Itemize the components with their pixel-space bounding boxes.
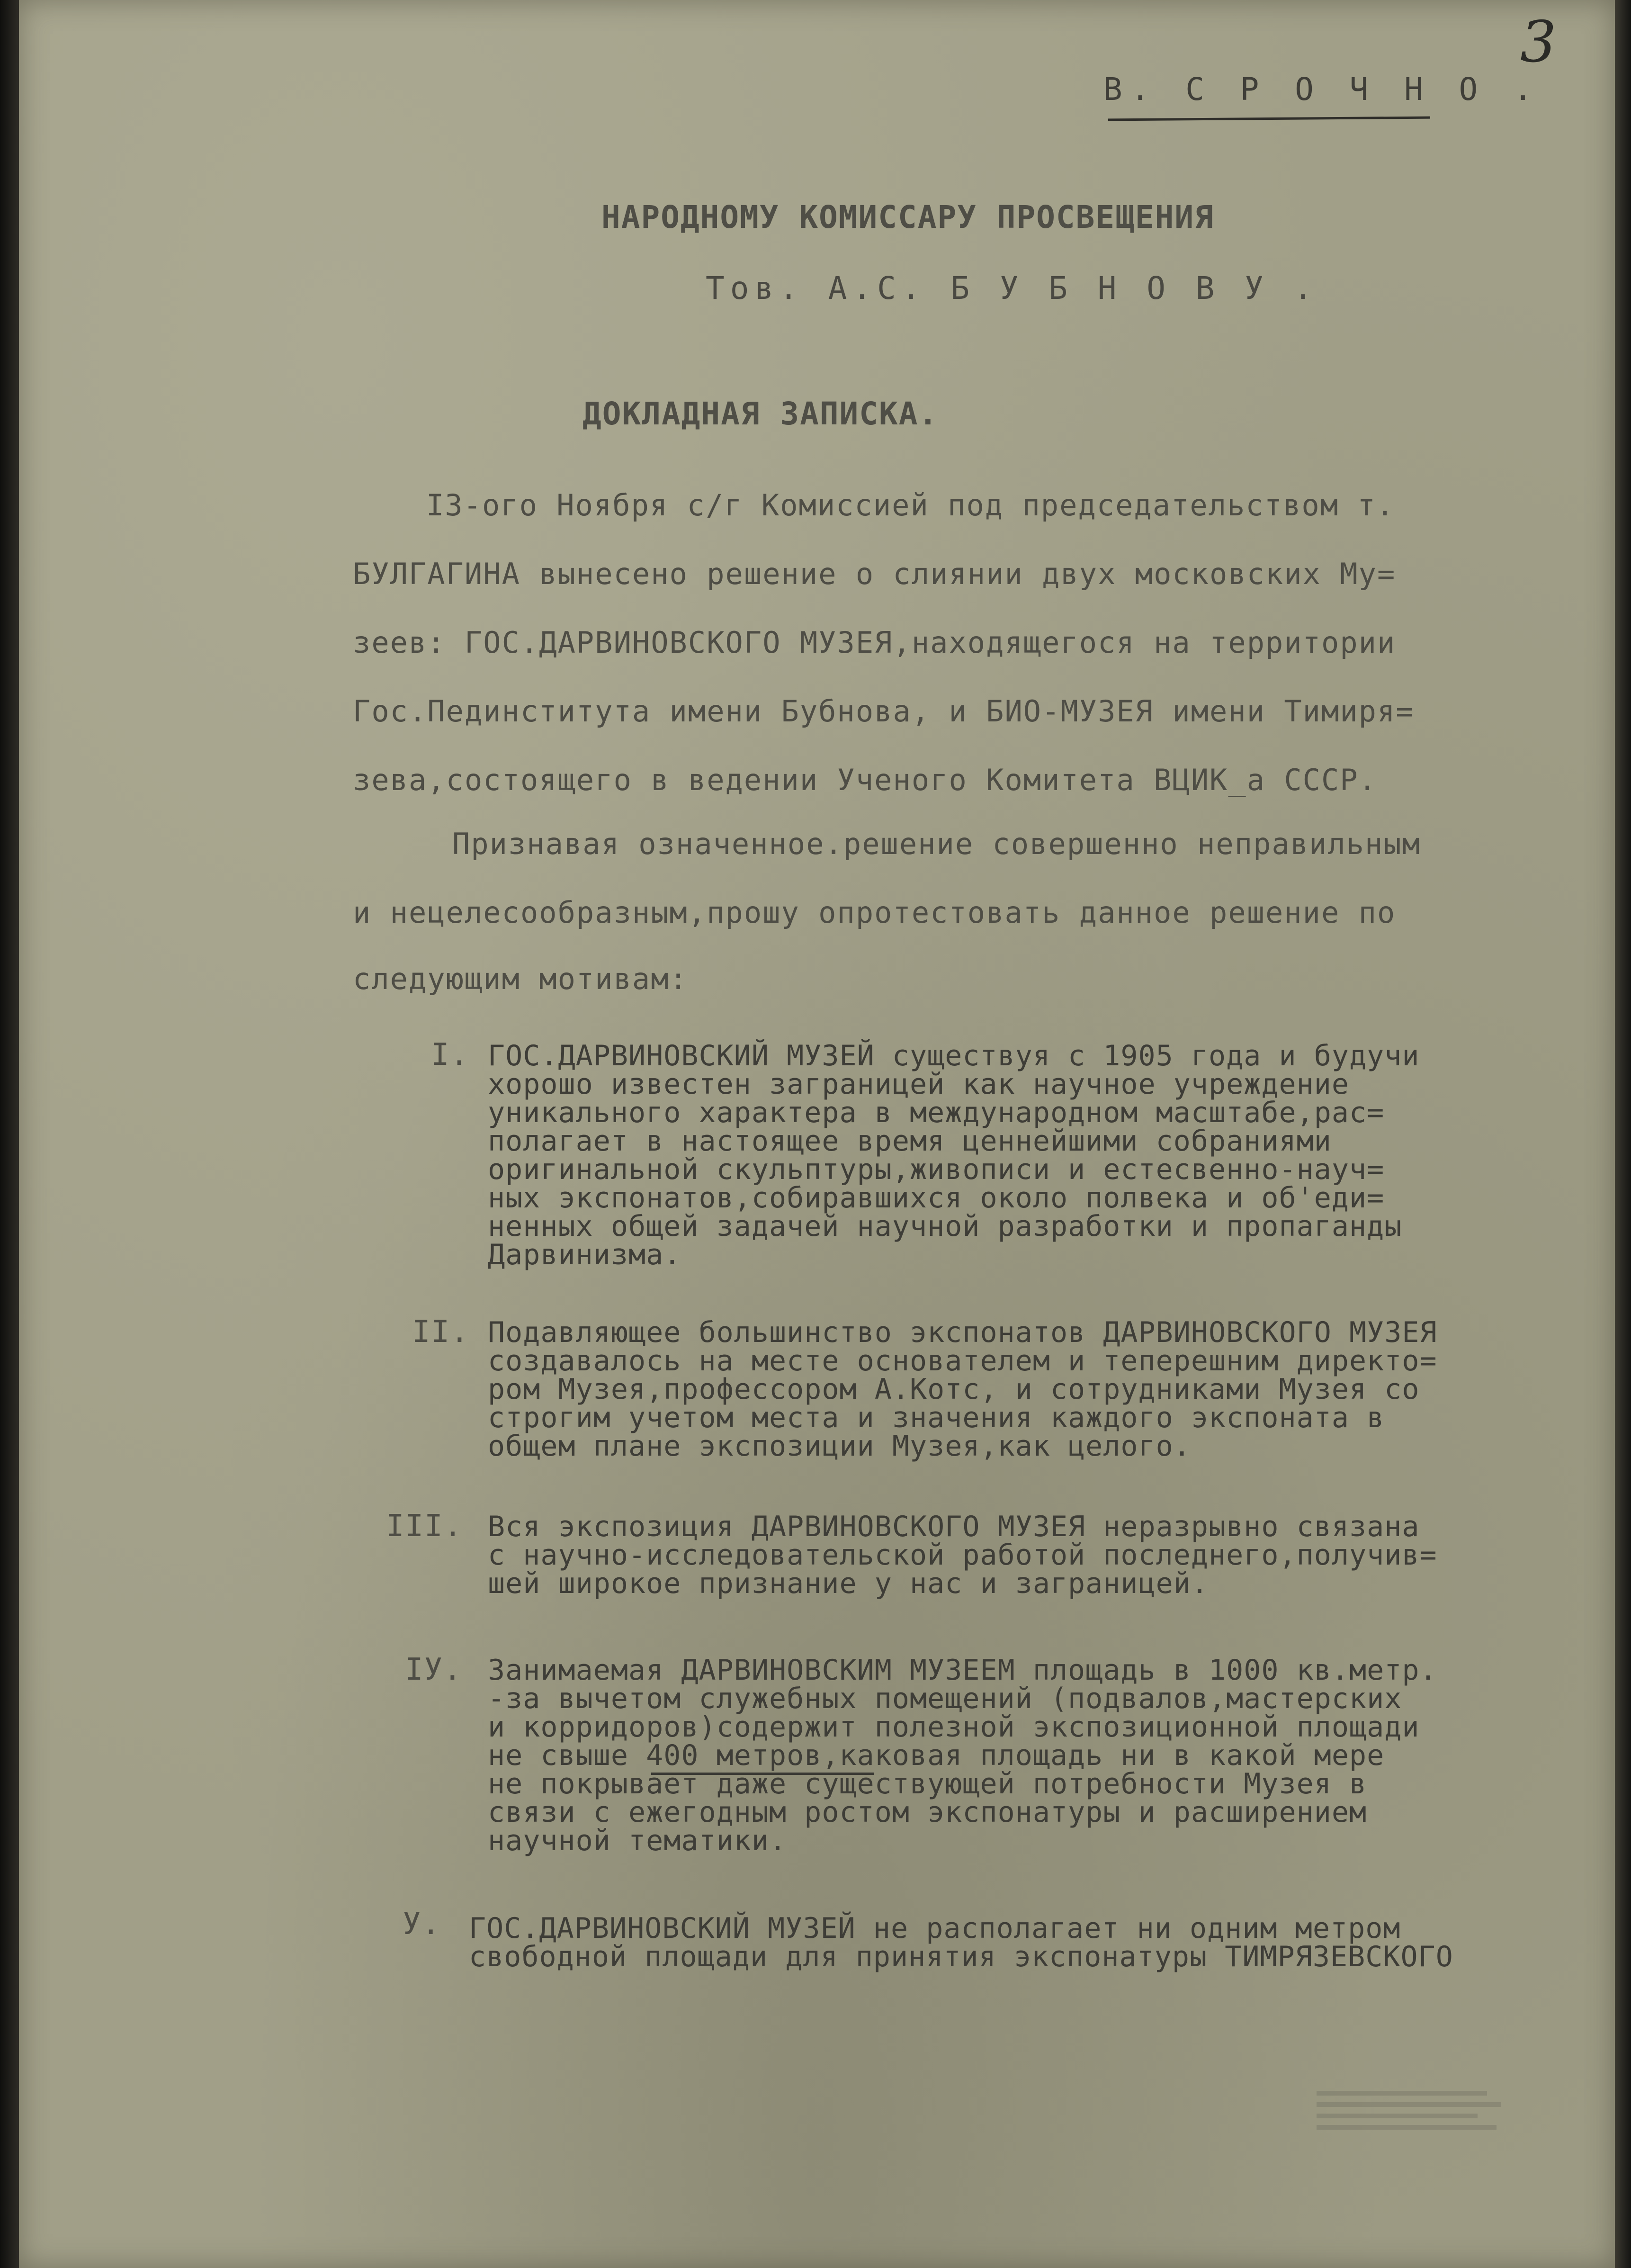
paragraph1-line: I3-ого Ноября с/г Комиссией под председательством т. [426, 488, 1395, 522]
document-page [19, 0, 1615, 2268]
paragraph1-line: БУЛГАГИНА вынесено решение о слиянии двух московских Му= [353, 557, 1396, 591]
scan-right-edge [1615, 0, 1631, 2268]
item-line: связи с ежегодным ростом экспонатуры и расширением [488, 1796, 1367, 1829]
urgent-underline [1108, 117, 1430, 121]
item-line: шей широкое признание у нас и заграницей. [488, 1567, 1209, 1600]
item-number: III. [386, 1509, 463, 1544]
item-number: II. [412, 1314, 470, 1350]
item-number: IУ. [405, 1652, 463, 1687]
item-line: Вся экспозиция ДАРВИНОВСКОГО МУЗЕЯ неразрывно связана [488, 1510, 1420, 1543]
paragraph1-line: зеев: ГОС.ДАРВИНОВСКОГО МУЗЕЯ,находящегося на территории [353, 625, 1396, 660]
paragraph2-line: и нецелесообразным,прошу опротестовать данное решение по [353, 895, 1396, 930]
item-number: I. [431, 1037, 470, 1072]
item-number: У. [403, 1907, 441, 1942]
item-line: Дарвинизма. [488, 1238, 681, 1271]
item-line: хорошо известен заграницей как научное учреждение [488, 1068, 1350, 1101]
item-line: строгим учетом места и значения каждого экспоната в [488, 1401, 1385, 1434]
item-line: Занимаемая ДАРВИНОВСКИМ МУЗЕЕМ площадь в 1000 кв.метр. [488, 1654, 1437, 1687]
addressee-name: Тов. А.С. Б У Б Н О В У . [706, 270, 1318, 306]
paragraph2-line: Признавая означенное.решение совершенно неправильным [452, 827, 1421, 861]
addressee-title: НАРОДНОМУ КОМИССАРУ ПРОСВЕЩЕНИЯ [601, 199, 1214, 235]
document-title: ДОКЛАДНАЯ ЗАПИСКА. [582, 396, 939, 432]
item-line: ГОС.ДАРВИНОВСКИЙ МУЗЕЙ существуя с 1905 года и будучи [488, 1039, 1420, 1072]
item-line: ГОС.ДАРВИНОВСКИЙ МУЗЕЙ не располагает ни одним метром [469, 1912, 1401, 1945]
item-line: общем плане экспозиции Музея,как целого. [488, 1430, 1191, 1463]
item-line: и корридоров)содержит полезной экспозиционной площади [488, 1710, 1420, 1744]
item-line: ром Музея,профессором А.Котс, и сотрудниками Музея со [488, 1373, 1420, 1406]
item-line: не покрывает даже существующей потребности Музея в [488, 1767, 1367, 1800]
paragraph1-line: Гос.Пединститута имени Бубнова, и БИО-МУЗЕЯ имени Тимиря= [353, 694, 1415, 729]
item-line: оригинальной скульптуры,живописи и естесвенно-науч= [488, 1153, 1385, 1186]
item-line: не свыше 400 метров,каковая площадь ни в какой мере [488, 1739, 1385, 1772]
urgent-mark: В. С Р О Ч Н О . [1103, 71, 1541, 108]
faint-stamp [1317, 2084, 1506, 2155]
item-line: уникального характера в международном масштабе,рас= [488, 1096, 1385, 1129]
handwritten-page-number: 3 [1520, 9, 1557, 75]
item-line: создавалось на месте основателем и теперешним директо= [488, 1344, 1437, 1377]
item-line: научной тематики. [488, 1824, 787, 1857]
item-line: Подавляющее большинство экспонатов ДАРВИНОВСКОГО МУЗЕЯ [488, 1316, 1437, 1349]
item-line: с научно-исследовательской работой последнего,получив= [488, 1539, 1437, 1572]
item-line: свободной площади для принятия экспонатуры ТИМРЯЗЕВСКОГО [469, 1940, 1453, 1973]
paragraph1-line: зева,состоящего в ведении Ученого Комитета ВЦИК_а СССР. [353, 763, 1377, 797]
item-line: ненных общей задачей научной разработки и пропаганды [488, 1210, 1402, 1243]
item-line: -за вычетом служебных помещений (подвалов,мастерских [488, 1682, 1402, 1715]
item-line: ных экспонатов,собиравшихся около полвека и об'еди= [488, 1181, 1385, 1215]
scan-left-edge [0, 0, 19, 2268]
item-line: полагает в настоящее время ценнейшими собраниями [488, 1125, 1332, 1158]
paragraph2-line: следующим мотивам: [353, 962, 688, 996]
